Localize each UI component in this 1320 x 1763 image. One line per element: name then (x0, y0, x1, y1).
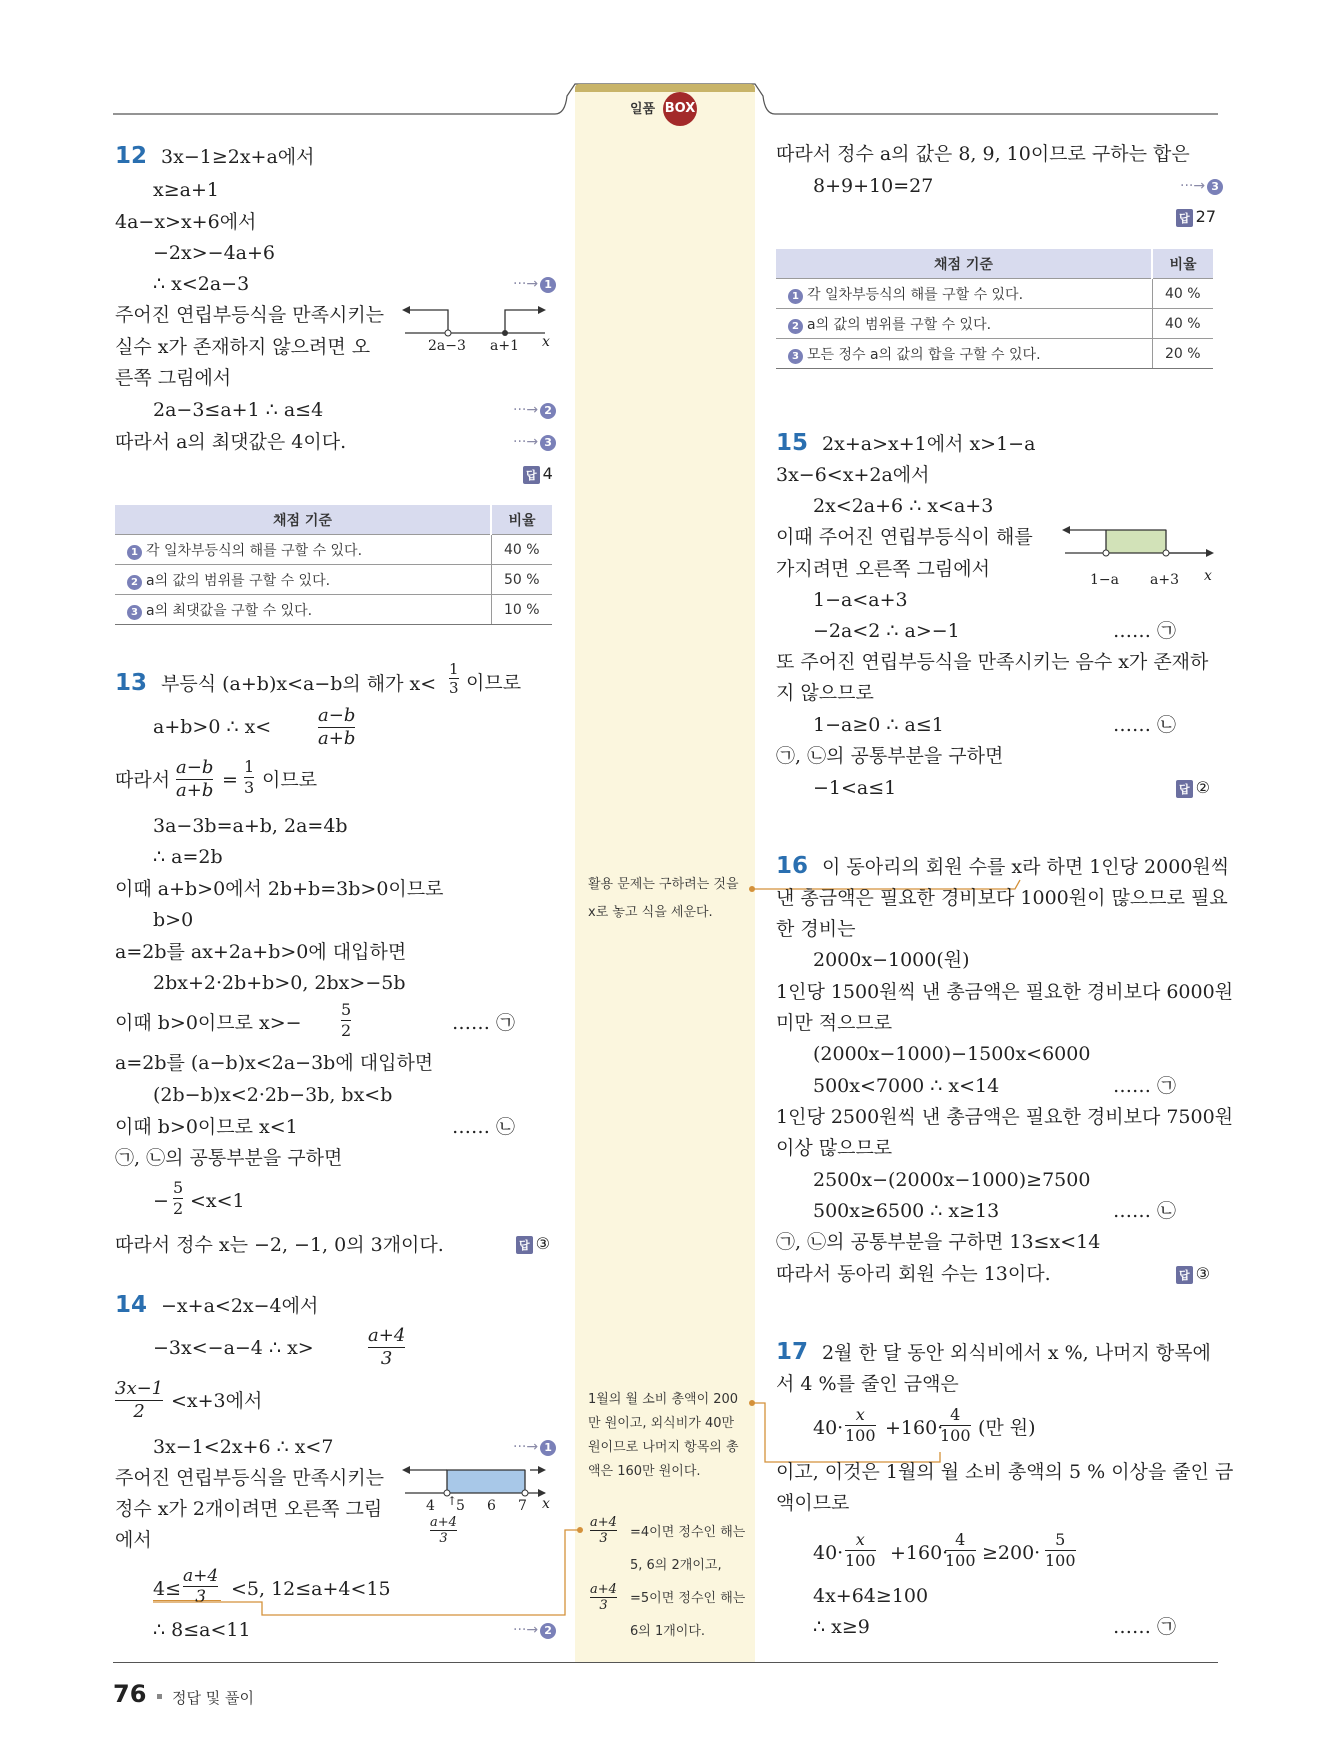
side-note-1: 활용 문제는 구하려는 것을 x로 놓고 식을 세운다. (588, 877, 739, 920)
q15-line-6: 1−a<a+3 (813, 589, 908, 611)
q15-line-2: 3x−6<x+2a에서 (776, 464, 930, 486)
q13-line-13: 이때 b>0이므로 x<1 (115, 1116, 298, 1138)
q14-fig-label-6: 6 (487, 1498, 496, 1514)
q12-line-7: 실수 x가 존재하지 않으려면 오 (115, 336, 371, 358)
q13-frac-4: 1 3 (244, 757, 255, 797)
q15-line-3: 2x<2a+6 ∴ x<a+3 (813, 495, 994, 517)
q14-line-2: −3x<−a−4 ∴ x> (153, 1337, 314, 1359)
q13-line-1: 13 부등식 (a+b)x<a−b의 해가 x< (115, 670, 437, 696)
q14-line-3: <x+3에서 (171, 1390, 263, 1412)
q14-criteria-header: 채점 기준 (776, 249, 1152, 279)
q17-line-8: ∴ x≥9 (813, 1616, 870, 1638)
q15-line-10: 1−a≥0 ∴ a≤1 (813, 714, 944, 736)
q15-answer: 답 ② (1176, 778, 1210, 798)
q13-line-11: a=2b를 (a−b)x<2a−3b에 대입하면 (115, 1052, 434, 1074)
q14-fig-label-x: x (542, 1496, 550, 1512)
side-note-3a: =4이면 정수인 해는 5, 6의 2개이고, (630, 1525, 746, 1573)
q14-scoring-table (776, 249, 1213, 369)
q12-line-8: 른쪽 그림에서 (115, 367, 232, 389)
table-row: 3 a의 최댓값을 구할 수 있다. 10 % (115, 595, 552, 625)
q14-line-7: 에서 (115, 1529, 152, 1551)
q13-line-12: (2b−b)x<2·2b−3b, bx<b (153, 1084, 393, 1106)
q13-frac-5: 5 2 (341, 1000, 352, 1040)
q14-fig-label-5: 5 (456, 1498, 465, 1514)
q14-line-9: <5, 12≤a+4<15 (231, 1578, 391, 1600)
table-row: 2 a의 값의 범위를 구할 수 있다. 40 % (776, 309, 1213, 339)
q14-number: 14 (115, 1292, 148, 1318)
q17-line-2: 서 4 %를 줄인 금액은 (776, 1373, 959, 1395)
q12-step-3: ···→ 3 (513, 434, 556, 451)
footer-rule (113, 1662, 1218, 1663)
q13-line-9: 2bx+2·2b+b>0, 2bx>−5b (153, 972, 406, 994)
q15-line-11: ㉠, ㉡의 공통부분을 구하면 (776, 745, 1004, 767)
q13-line-1b: 이므로 (466, 672, 522, 694)
q15-fig-label-1: 1−a (1090, 572, 1119, 588)
q12-ratio-header: 비율 (491, 505, 552, 535)
q15-line-9: 지 않으므로 (776, 682, 874, 704)
q13-mark-2: …… ㉡ (452, 1116, 516, 1138)
q17-frac-1: x 100 (845, 1405, 876, 1445)
q12-answer: 답 4 (523, 464, 553, 484)
q15-line-8: 또 주어진 연립부등식을 만족시키는 음수 x가 존재하 (776, 651, 1209, 673)
q17-frac-4: 4 100 (945, 1530, 976, 1570)
q15-fig-label-2: a+3 (1150, 572, 1179, 588)
side-note-frac-1: a+4 3 (590, 1515, 617, 1546)
q16-mark-2: …… ㉡ (1113, 1200, 1177, 1222)
q16-line-1: 16 이 동아리의 회원 수를 x라 하면 1인당 2000원씩 (776, 853, 1230, 879)
q13-frac-2: a−b a+b (318, 705, 356, 749)
q16-line-10: 이상 많으므로 (776, 1137, 893, 1159)
table-row: 1 각 일차부등식의 해를 구할 수 있다. 40 % (115, 535, 552, 565)
q15-line-12: −1<a≤1 (813, 777, 897, 799)
q16-line-2: 낸 총금액은 필요한 경비보다 1000원이 많으므로 필요 (776, 887, 1228, 909)
q16-line-12: 500x≥6500 ∴ x≥13 (813, 1200, 1000, 1222)
q13-frac-3: a−b a+b (176, 757, 214, 801)
q16-line-4: 2000x−1000(원) (813, 949, 970, 971)
footer-page-number: 76 (113, 1680, 147, 1708)
q14-cont-line-2: 8+9+10=27 (813, 175, 934, 197)
q14-cont-line-1: 따라서 정수 a의 값은 8, 9, 10이므로 구하는 합은 (776, 143, 1190, 165)
q17-line-6c: ≥200· (982, 1542, 1041, 1564)
q16-line-5: 1인당 1500원씩 낸 총금액은 필요한 경비보다 6000원 (776, 981, 1234, 1003)
side-note-frac-2: a+4 3 (590, 1582, 617, 1613)
q14-frac-1: a+4 3 (368, 1325, 406, 1369)
q12-fig-label-3: x (542, 334, 550, 350)
q12-line-4: −2x>−4a+6 (153, 242, 275, 264)
q15-number-line (1060, 520, 1220, 570)
q17-line-4: 이고, 이것은 1월의 월 소비 총액의 5 % 이상을 줄인 금 (776, 1461, 1234, 1483)
q14-line-6: 정수 x가 2개이려면 오른쪽 그림 (115, 1498, 383, 1520)
q16-mark-1: …… ㉠ (1113, 1075, 1177, 1097)
q17-frac-2: 4 100 (940, 1405, 971, 1445)
q13-line-14: ㉠, ㉡의 공통부분을 구하면 (115, 1147, 343, 1169)
q17-frac-3: x 100 (845, 1530, 876, 1570)
q14-answer: 답 27 (1176, 207, 1216, 227)
q12-fig-label-2: a+1 (490, 338, 519, 354)
header-label: 일품 (630, 102, 656, 117)
q14-step-1: ···→ 1 (513, 1439, 556, 1456)
footer-dot (157, 1694, 162, 1699)
q17-frac-5: 5 100 (1045, 1530, 1076, 1570)
q13-mark-1: …… ㉠ (452, 1012, 516, 1034)
q13-line-15: <x<1 (190, 1190, 245, 1212)
q14-line-10: ∴ 8≤a<11 (153, 1619, 251, 1641)
q12-criteria-header: 채점 기준 (115, 505, 491, 535)
q12-line-3: 4a−x>x+6에서 (115, 211, 257, 233)
q13-line-2: a+b>0 ∴ x< (153, 716, 272, 738)
q16-answer: 답 ③ (1176, 1264, 1210, 1284)
q12-line-1: 12 3x−1≥2x+a에서 (115, 143, 315, 169)
q14-frac-3: a+4 3 (183, 1566, 219, 1607)
q15-mark-1: …… ㉠ (1113, 620, 1177, 642)
q16-line-11: 2500x−(2000x−1000)≥7500 (813, 1169, 1091, 1191)
q14-frac-2: 3x−1 2 (115, 1378, 164, 1422)
q17-mark-1: …… ㉠ (1113, 1616, 1177, 1638)
q12-line-9: 2a−3≤a+1 ∴ a≤4 (153, 399, 324, 421)
q13-line-7: b>0 (153, 909, 194, 931)
q14-step-3: ···→ 3 (1180, 178, 1223, 195)
q14-fig-label-7: 7 (518, 1498, 527, 1514)
q13-eq: = (222, 769, 238, 791)
q14-line-4: 3x−1<2x+6 ∴ x<7 (153, 1436, 334, 1458)
q16-line-8: 500x<7000 ∴ x<14 (813, 1075, 1000, 1097)
q15-mark-2: …… ㉡ (1113, 714, 1177, 736)
q13-frac-1: 1 3 (449, 660, 459, 697)
q17-line-3b: +160· (885, 1417, 944, 1439)
q14-fig-frac: a+4 3 (430, 1515, 457, 1546)
q13-line-4: 3a−3b=a+b, 2a=4b (153, 815, 348, 837)
q15-number: 15 (776, 430, 809, 456)
q14-fig-label-4: 4 (426, 1498, 435, 1514)
q13-line-8: a=2b를 ax+2a+b>0에 대입하면 (115, 941, 407, 963)
q17-line-6b: +160· (890, 1542, 949, 1564)
q12-number: 12 (115, 143, 148, 169)
q13-line-6: 이때 a+b>0에서 2b+b=3b>0이므로 (115, 878, 444, 900)
q17-line-1: 17 2월 한 달 동안 외식비에서 x %, 나머지 항목에 (776, 1339, 1211, 1365)
side-note-2: 1월의 월 소비 총액이 200만 원이고, 외식비가 40만 원이므로 나머지 항목의 총액은 160만 원이다. (588, 1392, 739, 1479)
table-row: 3 모든 정수 a의 값의 합을 구할 수 있다. 20 % (776, 339, 1213, 369)
footer-title: 정답 및 풀이 (172, 1689, 254, 1707)
q15-line-7: −2a<2 ∴ a>−1 (813, 620, 960, 642)
q13-answer: 답 ③ (516, 1234, 550, 1254)
q16-line-6: 미만 적으므로 (776, 1012, 893, 1034)
q13-line-5: ∴ a=2b (153, 846, 223, 868)
q15-line-5: 가지려면 오른쪽 그림에서 (776, 558, 990, 580)
q16-number: 16 (776, 853, 809, 879)
table-row: 1 각 일차부등식의 해를 구할 수 있다. 40 % (776, 279, 1213, 309)
q16-line-9: 1인당 2500원씩 낸 총금액은 필요한 경비보다 7500원 (776, 1106, 1234, 1128)
q16-line-13: ㉠, ㉡의 공통부분을 구하면 13≤x<14 (776, 1231, 1101, 1253)
q17-line-3c: (만 원) (978, 1417, 1036, 1439)
q12-line-10: 따라서 a의 최댓값은 4이다. (115, 431, 347, 453)
q13-number: 13 (115, 670, 148, 696)
q12-line-5: ∴ x<2a−3 (153, 273, 250, 295)
q17-line-7: 4x+64≥100 (813, 1585, 929, 1607)
q12-step-2: ···→ 2 (513, 402, 556, 419)
q14-line-5: 주어진 연립부등식을 만족시키는 (115, 1467, 385, 1489)
q17-line-5: 액이므로 (776, 1492, 850, 1514)
q13-line-10: 이때 b>0이므로 x>− (115, 1012, 302, 1034)
header-badge: BOX (663, 92, 697, 126)
q14-line-1: 14 −x+a<2x−4에서 (115, 1292, 319, 1318)
q17-number: 17 (776, 1339, 809, 1365)
q14-step-2: ···→ 2 (513, 1622, 556, 1639)
q12-line-2: x≥a+1 (153, 179, 219, 201)
q15-line-4: 이때 주어진 연립부등식이 해를 (776, 526, 1033, 548)
q14-line-8: 4≤ (153, 1576, 221, 1602)
q13-minus: − (153, 1190, 169, 1212)
q15-line-1: 15 2x+a>x+1에서 x>1−a (776, 430, 1036, 456)
q13-frac-6: 5 2 (173, 1178, 184, 1218)
q16-line-14: 따라서 동아리 회원 수는 13이다. (776, 1263, 1051, 1285)
q14-fig-arrow: ↑ (447, 1494, 458, 1508)
q13-line-3b: 이므로 (262, 769, 318, 791)
q12-line-6: 주어진 연립부등식을 만족시키는 (115, 304, 385, 326)
q15-fig-label-3: x (1204, 568, 1212, 584)
q13-line-3: 따라서 (115, 769, 171, 791)
side-note-3b: =5이면 정수인 해는 6의 1개이다. (630, 1591, 746, 1639)
q14-ratio-header: 비율 (1152, 249, 1213, 279)
q16-line-7: (2000x−1000)−1500x<6000 (813, 1043, 1091, 1065)
table-row: 2 a의 값의 범위를 구할 수 있다. 50 % (115, 565, 552, 595)
q17-line-6a: 40· (813, 1542, 844, 1564)
q12-fig-label-1: 2a−3 (428, 338, 466, 354)
q16-line-3: 한 경비는 (776, 918, 856, 940)
q13-line-16: 따라서 정수 x는 −2, −1, 0의 3개이다. (115, 1234, 444, 1256)
q12-step-1: ···→ 1 (513, 276, 556, 293)
q17-line-3a: 40· (813, 1417, 844, 1439)
